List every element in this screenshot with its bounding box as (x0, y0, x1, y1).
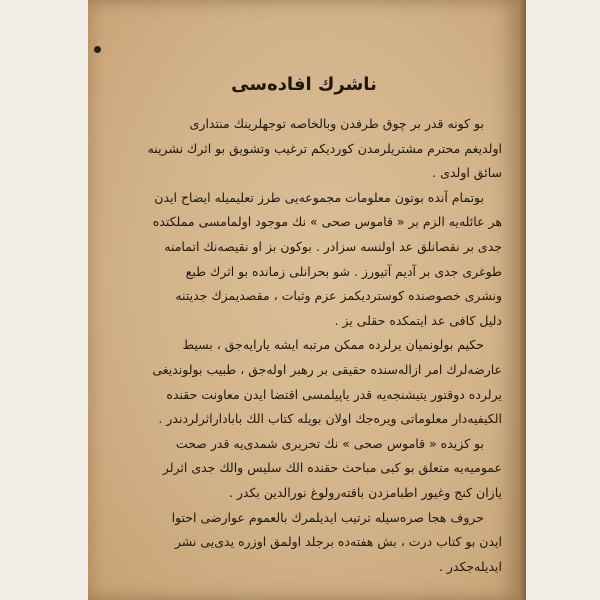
text-line: ونشری خصوصنده كوستردیكمز عزم وثبات ، مقصدیمزك جدیتنه (175, 288, 502, 304)
text-line: بو كونه قدر بر چوق طرفدن وبالخاصه توجهلرينك منتدارى (189, 116, 484, 131)
text-line: جدی بر نقصانلق عد اولنسه سزادر . بوكون بز او نقیصه‌نك اتمامنه (164, 238, 502, 254)
text-line: دلیل كافی عد ایتمكده حقلی یز . (334, 312, 502, 328)
text-line: حروف هجا صره‌سیله ترتیب ایدیلمرك بالعموم عوارضی احتوا (171, 509, 484, 525)
text-line: یازان كنج وغیور اطبامزدن باقته‌رولوغ نورالدین بكدر . (228, 484, 502, 500)
text-line: اولدیغم محترم مشتریلرمدن كوردیكم ترغيب وتشويق بو اثرك نشرینه (147, 140, 502, 156)
text-line: بو كزیده « قاموس صحی » نك تحریری شمدی‌یه قدر صحت (175, 435, 484, 451)
text-line: هر عائله‌یه الزم بر « قاموس صحی » نك موجود اولمامسی مملكتده (152, 214, 502, 230)
text-line: عمومیه‌یه متعلق بو كبی مباحث حقنده الك سلیس والك جدی اثرلر (162, 460, 502, 476)
text-line: حكیم بولونمیان یرلرده ممكن مرتبه ایشه یارایه‌جق ، بسیط (182, 337, 484, 353)
text-line: سائق اولدى . (432, 165, 502, 181)
text-line: الكیفیه‌دار معلوماتی ویره‌جك اولان بویله كتاب الك باباداراثرلردندر . (158, 411, 502, 427)
text-line: عارضه‌لرك امر ازاله‌سنده حقیقی بر رهبر اوله‌جق ، طبیب بولوندیغی (152, 361, 502, 377)
body-text (118, 112, 502, 579)
page-edge (520, 0, 526, 600)
punch-hole-mark (94, 46, 101, 53)
text-line: ایدیله‌جكدر . (438, 558, 502, 574)
text-line: بوتمام آنده بوتون معلومات مجموعه‌یی طرز تعلیمیله ایضاح ایدن (154, 189, 484, 205)
book-page (88, 0, 520, 600)
text-line: ایدن بو كتاب درت ، بش هفته‌ده برجلد اولمق اوزره یدی‌یی نشر (174, 534, 502, 550)
text-line: یرلرده دوقتور یتیشنجه‌یه قدر یاپیلمسی اقتضا ایدن معاونت حقنده (166, 386, 502, 402)
page-title: ناشرك افاده‌سی (231, 74, 377, 95)
text-line: طوغری جدی بر آدیم آتیورز . شو بحرانلی زمانده بو اثرك طبع (185, 263, 502, 279)
